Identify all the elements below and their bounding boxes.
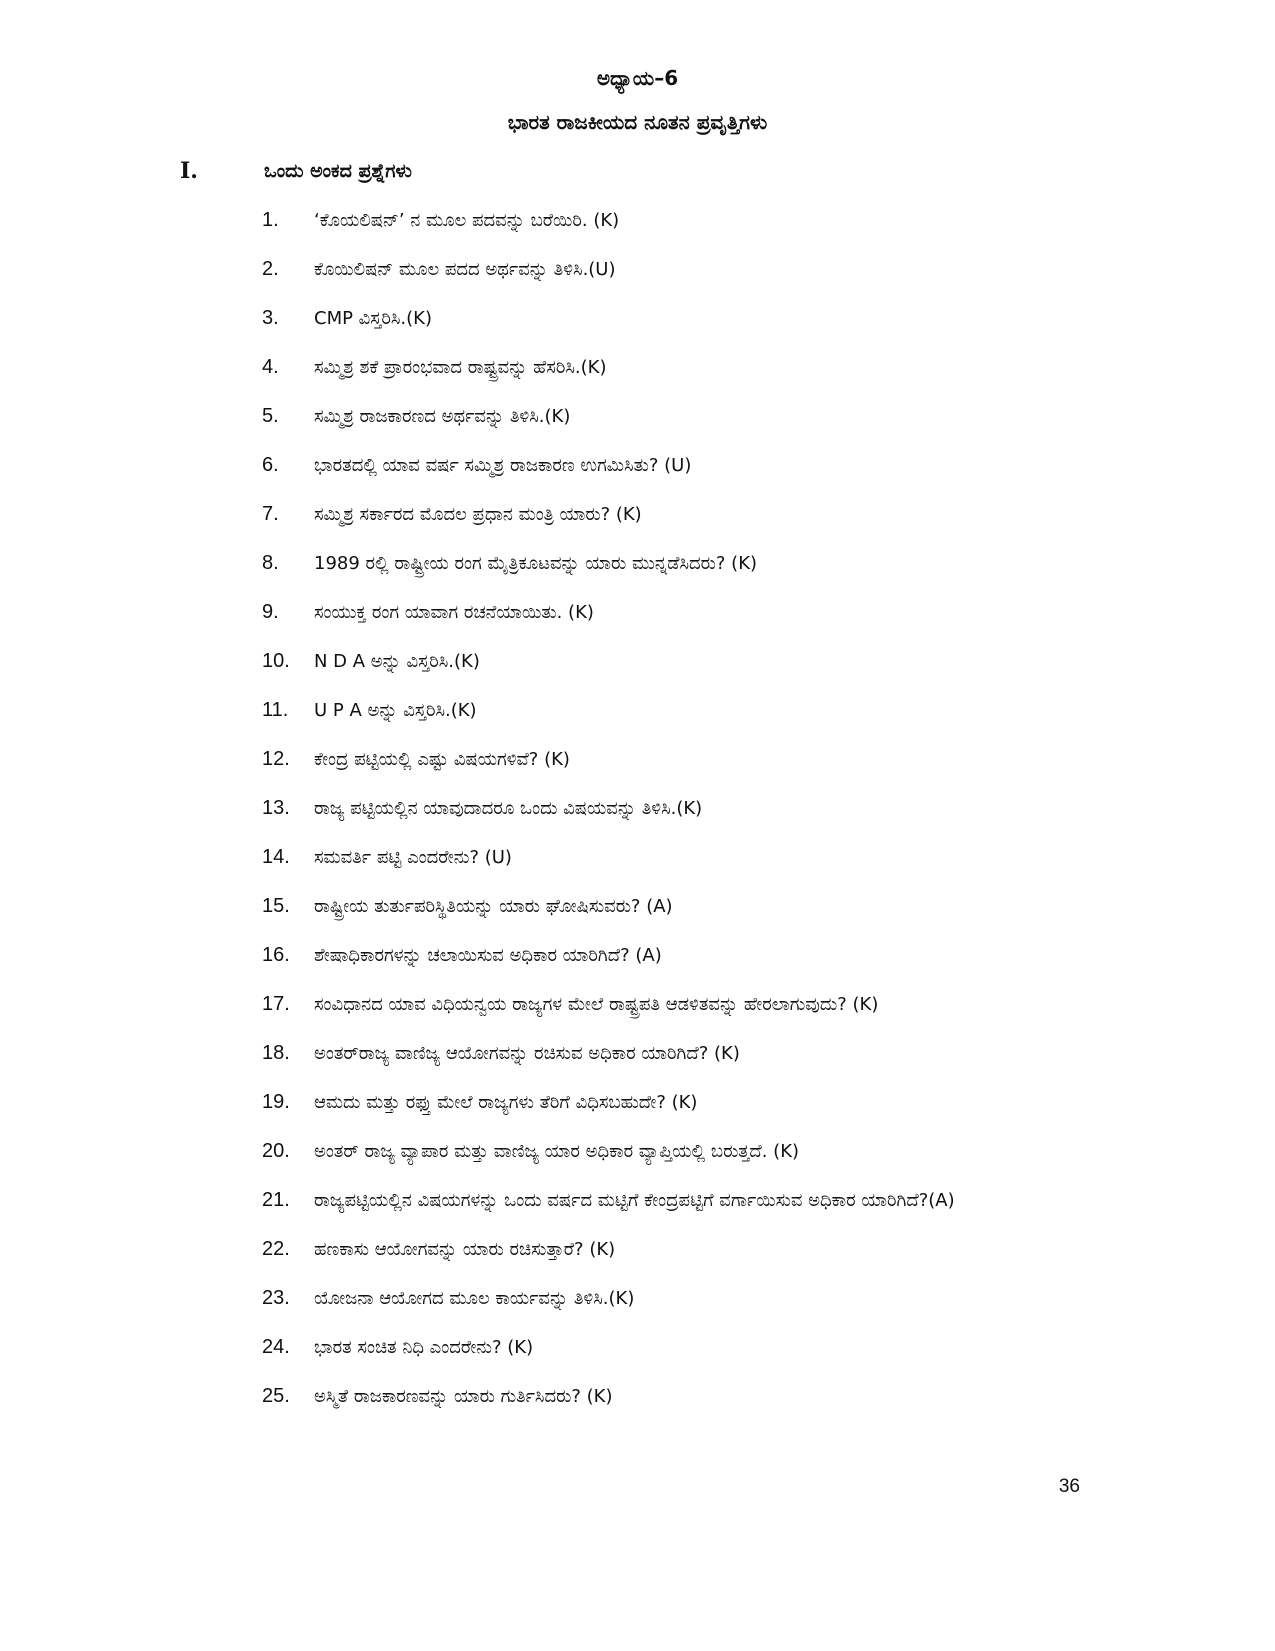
question-list: [262, 196, 1082, 1421]
question-text: ಭಾರತ ಸಂಚಿತ ನಿಧಿ ಎಂದರೇನು? (K): [314, 1337, 534, 1358]
question-item: [262, 686, 1082, 735]
question-number: 14.: [262, 846, 290, 868]
question-item: [262, 1127, 1082, 1176]
question-text: ಸಂಯುಕ್ತ ರಂಗ ಯಾವಾಗ ರಚನೆಯಾಯಿತು. (K): [314, 602, 594, 623]
question-item: [262, 245, 1082, 294]
question-text: ಸಮವರ್ತಿ ಪಟ್ಟಿ ಎಂದರೇನು? (U): [314, 847, 512, 868]
question-item: [262, 1176, 1082, 1225]
question-text: 1989 ರಲ್ಲಿ ರಾಷ್ಟ್ರೀಯ ರಂಗ ಮೈತ್ರಿಕೂಟವನ್ನು ಯಾರು ಮುನ್ನಡೆಸಿದರು? (K): [314, 553, 758, 574]
page-number: 36: [1058, 1476, 1080, 1497]
question-number: 13.: [262, 797, 290, 819]
question-number: 7.: [262, 503, 279, 525]
question-text: ಸಮ್ಮಿಶ್ರ ಸರ್ಕಾರದ ಮೊದಲ ಪ್ರಧಾನ ಮಂತ್ರಿ ಯಾರು? (K): [314, 504, 642, 525]
question-text: ಸಂವಿಧಾನದ ಯಾವ ವಿಧಿಯನ್ವಯ ರಾಜ್ಯಗಳ ಮೇಲೆ ರಾಷ್ಟ್ರಪತಿ ಆಡಳಿತವನ್ನು ಹೇರಲಾಗುವುದು? (K): [314, 994, 879, 1015]
section-roman-numeral: I.: [180, 158, 198, 184]
question-text: U P A ಅನ್ನು ವಿಸ್ತರಿಸಿ.(K): [314, 700, 477, 721]
question-text: ರಾಜ್ಯಪಟ್ಟಿಯಲ್ಲಿನ ವಿಷಯಗಳನ್ನು ಒಂದು ವರ್ಷದ ಮಟ್ಟಿಗೆ ಕೇಂದ್ರಪಟ್ಟಿಗೆ ವರ್ಗಾಯಿಸುವ ಅಧಿಕಾರ ಯಾರಿಗಿದೆ?(A): [314, 1190, 955, 1211]
question-item: [262, 294, 1082, 343]
question-text: N D A ಅನ್ನು ವಿಸ್ತರಿಸಿ.(K): [314, 651, 480, 672]
question-text: ಅಂತರ್ ರಾಜ್ಯ ವ್ಯಾಪಾರ ಮತ್ತು ವಾಣಿಜ್ಯ ಯಾರ ಅಧಿಕಾರ ವ್ಯಾಪ್ತಿಯಲ್ಲಿ ಬರುತ್ತದೆ. (K): [314, 1141, 800, 1162]
question-number: 17.: [262, 993, 290, 1015]
question-text: ಯೋಜನಾ ಆಯೋಗದ ಮೂಲ ಕಾರ್ಯವನ್ನು ತಿಳಿಸಿ.(K): [314, 1288, 635, 1309]
question-item: [262, 1323, 1082, 1372]
question-item: [262, 784, 1082, 833]
question-number: 24.: [262, 1336, 290, 1358]
question-number: 9.: [262, 601, 279, 623]
question-text: ಸಮ್ಮಿಶ್ರ ರಾಜಕಾರಣದ ಅರ್ಥವನ್ನು ತಿಳಿಸಿ.(K): [314, 406, 571, 427]
question-number: 15.: [262, 895, 290, 917]
question-text: ಕೇಂದ್ರ ಪಟ್ಟಿಯಲ್ಲಿ ಎಷ್ಟು ವಿಷಯಗಳಿವೆ? (K): [314, 749, 570, 770]
question-item: [262, 1372, 1082, 1421]
question-item: [262, 931, 1082, 980]
question-item: [262, 588, 1082, 637]
question-number: 8.: [262, 552, 279, 574]
question-number: 12.: [262, 748, 290, 770]
question-text: ರಾಷ್ಟ್ರೀಯ ತುರ್ತುಪರಿಸ್ಥಿತಿಯನ್ನು ಯಾರು ಘೋಷಿಸುವರು? (A): [314, 896, 673, 917]
question-number: 18.: [262, 1042, 290, 1064]
question-item: [262, 539, 1082, 588]
question-item: [262, 1274, 1082, 1323]
question-text: ಅಸ್ಮಿತೆ ರಾಜಕಾರಣವನ್ನು ಯಾರು ಗುರ್ತಿಸಿದರು? (K): [314, 1386, 613, 1407]
question-item: [262, 637, 1082, 686]
question-item: [262, 343, 1082, 392]
question-item: [262, 833, 1082, 882]
question-number: 20.: [262, 1140, 290, 1162]
question-number: 16.: [262, 944, 290, 966]
section-title: ಒಂದು ಅಂಕದ ಪ್ರಶ್ನೆಗಳು: [264, 160, 412, 182]
question-item: [262, 882, 1082, 931]
question-item: [262, 1225, 1082, 1274]
question-text: ಸಮ್ಮಿಶ್ರ ಶಕೆ ಪ್ರಾರಂಭವಾದ ರಾಷ್ಟ್ರವನ್ನು ಹೆಸರಿಸಿ.(K): [314, 357, 607, 378]
question-number: 3.: [262, 307, 279, 329]
question-item: [262, 1078, 1082, 1127]
question-item: [262, 441, 1082, 490]
section-heading: [180, 156, 1080, 186]
question-number: 25.: [262, 1385, 290, 1407]
question-number: 10.: [262, 650, 290, 672]
question-item: [262, 980, 1082, 1029]
question-number: 1.: [262, 209, 279, 231]
question-number: 2.: [262, 258, 279, 280]
chapter-title: ಭಾರತ ರಾಜಕೀಯದ ನೂತನ ಪ್ರವೃತ್ತಿಗಳು: [507, 110, 768, 134]
question-item: [262, 392, 1082, 441]
question-text: ಶೇಷಾಧಿಕಾರಗಳನ್ನು ಚಲಾಯಿಸುವ ಅಧಿಕಾರ ಯಾರಿಗಿದೆ? (A): [314, 945, 662, 966]
question-item: [262, 490, 1082, 539]
question-text: ರಾಜ್ಯ ಪಟ್ಟಿಯಲ್ಲಿನ ಯಾವುದಾದರೂ ಒಂದು ವಿಷಯವನ್ನು ತಿಳಿಸಿ.(K): [314, 798, 703, 819]
question-number: 23.: [262, 1287, 290, 1309]
question-text: CMP ವಿಸ್ತರಿಸಿ.(K): [314, 308, 433, 329]
chapter-number: ಅಧ್ಯಾಯ–6: [596, 66, 679, 90]
question-number: 6.: [262, 454, 279, 476]
question-text: ಹಣಕಾಸು ಆಯೋಗವನ್ನು ಯಾರು ರಚಿಸುತ್ತಾರೆ? (K): [314, 1239, 616, 1260]
question-number: 4.: [262, 356, 279, 378]
question-text: ಕೊಯಿಲಿಷನ್ ಮೂಲ ಪದದ ಅರ್ಥವನ್ನು ತಿಳಿಸಿ.(U): [314, 259, 616, 280]
question-number: 11.: [262, 699, 289, 721]
question-number: 19.: [262, 1091, 290, 1113]
question-text: ಅಂತರ್‌ರಾಜ್ಯ ವಾಣಿಜ್ಯ ಆಯೋಗವನ್ನು ರಚಿಸುವ ಅಧಿಕಾರ ಯಾರಿಗಿದೆ? (K): [314, 1043, 740, 1064]
question-text: ಆಮದು ಮತ್ತು ರಫ್ತು ಮೇಲೆ ರಾಜ್ಯಗಳು ತೆರಿಗೆ ವಿಧಿಸಬಹುದೇ? (K): [314, 1092, 698, 1113]
question-number: 22.: [262, 1238, 290, 1260]
question-item: [262, 1029, 1082, 1078]
question-text: ‘ಕೊಯಲಿಷನ್’ ನ ಮೂಲ ಪದವನ್ನು ಬರೆಯಿರಿ. (K): [314, 210, 620, 231]
question-item: [262, 196, 1082, 245]
question-number: 21.: [262, 1189, 290, 1211]
question-item: [262, 735, 1082, 784]
question-text: ಭಾರತದಲ್ಲಿ ಯಾವ ವರ್ಷ ಸಮ್ಮಿಶ್ರ ರಾಜಕಾರಣ ಉಗಮಿಸಿತು? (U): [314, 455, 692, 476]
question-number: 5.: [262, 405, 279, 427]
